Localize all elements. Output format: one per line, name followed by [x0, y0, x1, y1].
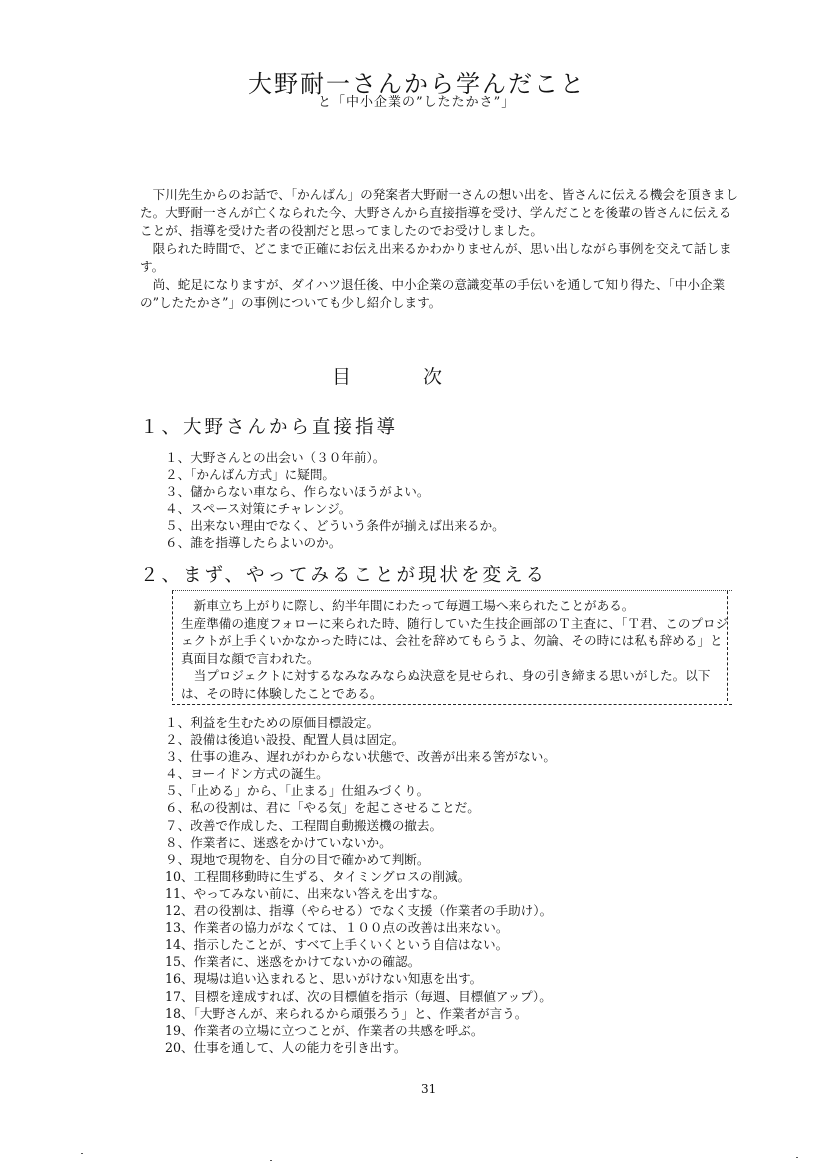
list-item: 16、現場は追い込まれると、思いがけない知恵を出す。 — [165, 971, 483, 987]
list-item: 19、作業者の立場に立つことが、作業者の共感を呼ぶ。 — [165, 1022, 484, 1038]
list-item: 18、「大野さんが、来られるから頑張ろう」と、作業者が言う。 — [165, 1005, 528, 1021]
box-paragraph: 新車立ち上がりに際し、約半年間にわたって毎週工場へ来られたことがある。 — [193, 598, 635, 613]
page-number: 31 — [421, 1082, 437, 1096]
section1-list — [165, 449, 505, 552]
section1-heading: １、大野さんから直接指導 — [140, 417, 399, 438]
scan-speck — [796, 1157, 798, 1158]
list-item: ９、現地で現物を、自分の目で確かめて判断。 — [165, 851, 430, 867]
list-item: ７、改善で作成した、工程間自動搬送機の撤去。 — [165, 817, 443, 833]
list-item: 20、仕事を通して、人の能力を引き出す。 — [165, 1039, 407, 1055]
page-subtitle: と「中小企業の”したたかさ”」 — [318, 95, 516, 110]
intro-paragraph: 限られた時間で、どこまで正確にお伝え出来るかわかりませんが、思い出しながら事例を交えて話します。 — [140, 241, 732, 274]
list-item: ３、仕事の進み、遅れがわからない状態で、改善が出来る筈がない。 — [165, 749, 556, 765]
section2-heading: ２、まず、やってみることが現状を変える — [140, 565, 548, 586]
list-item: ６、私の役割は、君に「やる気」を起こさせることだ。 — [165, 800, 480, 816]
scan-speck — [270, 1160, 272, 1161]
list-item: ３、儲からない車なら、作らないほうがよい。 — [165, 484, 430, 500]
list-item: 10、工程間移動時に生ずる、タイミングロスの削減。 — [165, 868, 471, 884]
scan-speck — [81, 1153, 83, 1154]
list-item: ８、作業者に、迷惑をかけていないか。 — [165, 834, 392, 850]
quote-box — [172, 591, 728, 701]
toc-heading: 目次 — [332, 366, 515, 388]
intro-paragraph: 下川先生からのお話で、「かんばん」の発案者大野耐一さんの想い出を、皆さんに伝える機会を頂きました。大野耐一さんが亡くなられた今、大野さんから直接指導を受け、学んだことを後輩の皆さんに伝えることが、指導を受けた者の役割だと思ってましたのでお受けしました。 — [140, 187, 738, 238]
list-item: ５、出来ない理由でなく、どういう条件が揃えば出来るか。 — [165, 518, 505, 534]
list-item: ４、ヨーイドン方式の誕生。 — [165, 766, 329, 782]
box-divider-bottom — [172, 704, 732, 705]
intro-paragraph: 尚、蛇足になりますが、ダイハツ退任後、中小企業の意識変革の手伝いを通して知り得た、「中小企業の”したたかさ”」の事例についても少し紹介します。 — [140, 277, 726, 310]
list-item: １、利益を生むための原価目標設定。 — [165, 715, 380, 730]
list-item: 13、作業者の協力がなくては、１００点の改善は出来ない。 — [165, 920, 509, 936]
list-item: ５、「止める」から、「止まる」仕組みづくり。 — [165, 783, 430, 799]
list-item: ４、スペース対策にチャレンジ。 — [165, 501, 352, 517]
list-item: ２、「かんばん方式」に疑問。 — [165, 467, 336, 483]
box-paragraph: 生産準備の進度フォローに来られた時、随行していた生技企画部のＴ主査に、「Ｔ君、このプロジェクトが上手くいかなかった時には、会社を辞めてもらうよ、勿論、その時には私も辞める」と真面目な顔で言われた。 — [181, 615, 729, 666]
list-item: 15、作業者に、迷惑をかけてないかの確認。 — [165, 954, 421, 970]
list-item: ２、設備は後追い設投、配置人員は固定。 — [165, 732, 405, 748]
list-item: 14、指示したことが、すべて上手くいくという自信はない。 — [165, 937, 509, 953]
list-item: 12、君の役割は、指導（やらせる）でなく支援（作業者の手助け）。 — [165, 903, 553, 919]
list-item: 11、やってみない前に、出来ない答えを出すな。 — [165, 885, 446, 901]
page-title: 大野耐一さんから学んだこと — [248, 70, 586, 98]
box-paragraph: 当プロジェクトに対するなみなみならぬ決意を見せられ、身の引き締まる思いがした。以下は、その時に体験したことである。 — [181, 668, 711, 701]
list-item: ６、誰を指導したらよいのか。 — [165, 535, 342, 551]
section2-list — [165, 714, 556, 1056]
intro-text — [140, 186, 738, 312]
list-item: １、大野さんとの出会い（３０年前）。 — [165, 450, 386, 465]
list-item: 17、目標を達成すれば、次の目標値を指示（毎週、目標値アップ）。 — [165, 988, 552, 1004]
